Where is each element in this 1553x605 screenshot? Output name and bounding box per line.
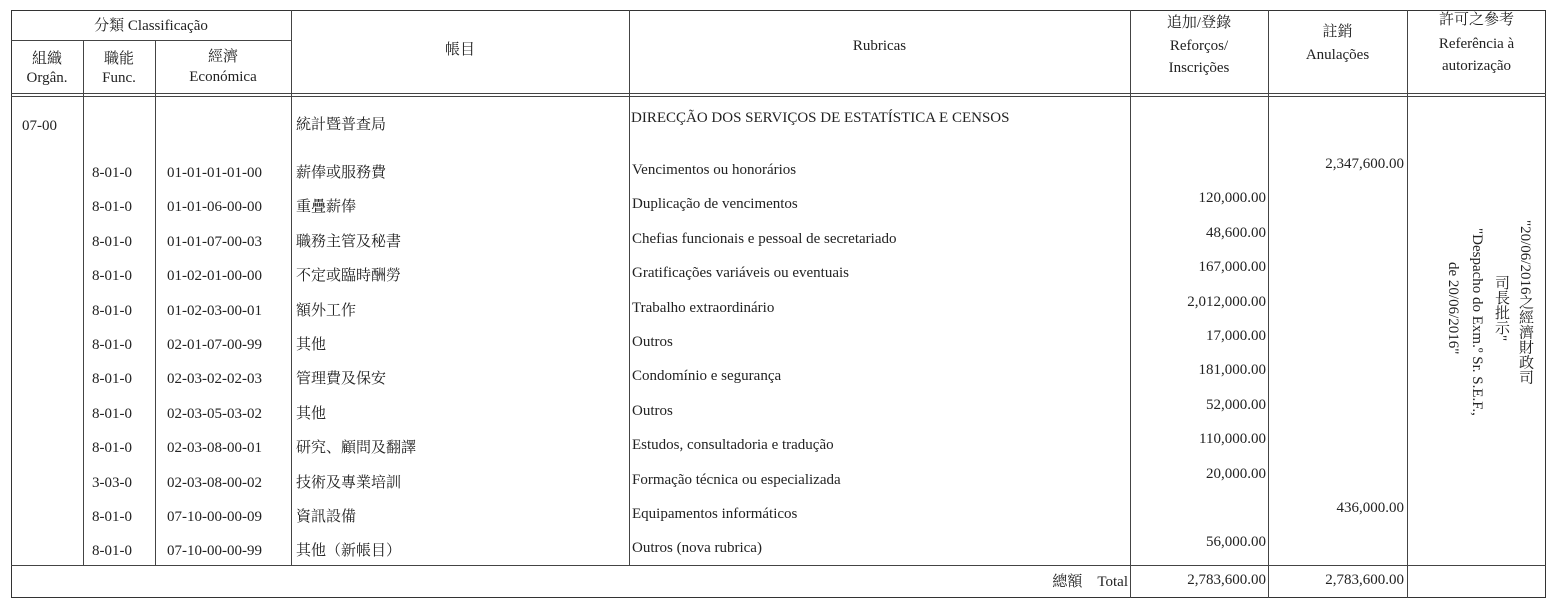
header-econ-pt: Económica <box>189 69 257 85</box>
row-func-code: 8-01-0 <box>92 234 132 250</box>
row-econ-code: 02-03-08-00-02 <box>167 475 262 491</box>
row-func-code: 8-01-0 <box>92 406 132 422</box>
row-reinforce-amount: 2,012,000.00 <box>1187 294 1266 310</box>
func-col-rule <box>155 40 156 565</box>
header-org-zh: 組織 <box>31 51 62 67</box>
authorization-line-1: "20/06/2016之經濟財政司 <box>1517 220 1533 385</box>
row-func-code: 3-03-0 <box>92 475 132 491</box>
row-econ-code: 02-03-05-03-02 <box>167 406 262 422</box>
header-ref-zh: 許可之參考 <box>1438 12 1514 28</box>
row-econ-code: 01-01-06-00-00 <box>167 199 262 215</box>
total-cancel: 2,783,600.00 <box>1325 572 1404 588</box>
row-rubric-pt: Gratificações variáveis ou eventuais <box>632 265 849 281</box>
header-org-pt: Orgân. <box>26 70 68 86</box>
row-rubric-zh: 重疊薪俸 <box>296 199 357 215</box>
row-rubric-pt: Trabalho extraordinário <box>632 300 775 316</box>
row-cancel-amount: 2,347,600.00 <box>1325 156 1404 172</box>
row-rubric-zh: 薪俸或服務費 <box>296 165 387 181</box>
authorization-line-3: "Despacho do Exm.º Sr. S.E.F., <box>1469 228 1485 416</box>
row-econ-code: 01-02-03-00-01 <box>167 303 262 319</box>
row-func-code: 8-01-0 <box>92 371 132 387</box>
row-reinforce-amount: 17,000.00 <box>1206 328 1266 344</box>
row-rubric-pt: Condomínio e segurança <box>632 368 782 384</box>
total-reinforce: 2,783,600.00 <box>1187 572 1266 588</box>
row-econ-code: 07-10-00-00-09 <box>167 509 262 525</box>
classification-divider <box>11 40 291 41</box>
econ-col-rule <box>291 10 292 565</box>
row-func-code: 8-01-0 <box>92 303 132 319</box>
row-func-code: 8-01-0 <box>92 543 132 559</box>
row-func-code: 8-01-0 <box>92 199 132 215</box>
row-cancel-amount: 436,000.00 <box>1336 500 1404 516</box>
row-rubric-zh: 資訊設備 <box>296 509 357 525</box>
header-rubric-pt: Rubricas <box>852 38 907 54</box>
row-reinforce-amount: 56,000.00 <box>1206 534 1266 550</box>
department-name-zh: 統計暨普查局 <box>296 117 387 133</box>
row-rubric-pt: Estudos, consultadoria e tradução <box>632 437 834 453</box>
row-reinforce-amount: 20,000.00 <box>1206 466 1266 482</box>
row-rubric-pt: Outros <box>632 334 673 350</box>
row-econ-code: 01-01-01-01-00 <box>167 165 262 181</box>
row-reinforce-amount: 110,000.00 <box>1199 431 1266 447</box>
row-econ-code: 02-03-08-00-01 <box>167 440 262 456</box>
row-rubric-pt: Duplicação de vencimentos <box>632 196 798 212</box>
row-econ-code: 02-03-02-02-03 <box>167 371 262 387</box>
row-func-code: 8-01-0 <box>92 337 132 353</box>
row-rubric-pt: Equipamentos informáticos <box>632 506 798 522</box>
row-rubric-pt: Outros (nova rubrica) <box>632 540 762 556</box>
row-rubric-zh: 技術及專業培訓 <box>296 475 402 491</box>
header-cancel-pt: Anulações <box>1305 47 1370 63</box>
row-rubric-pt: Chefias funcionais e pessoal de secretariado <box>632 231 897 247</box>
row-func-code: 8-01-0 <box>92 509 132 525</box>
header-func-pt: Func. <box>102 70 136 86</box>
row-rubric-zh: 其他 <box>296 337 327 353</box>
authorization-reference <box>1418 220 1544 470</box>
header-reinforce-pt1: Reforços/ <box>1169 38 1229 54</box>
row-rubric-zh: 管理費及保安 <box>296 371 387 387</box>
row-rubric-pt: Vencimentos ou honorários <box>632 162 797 178</box>
row-econ-code: 01-01-07-00-03 <box>167 234 262 250</box>
row-func-code: 8-01-0 <box>92 440 132 456</box>
row-econ-code: 01-02-01-00-00 <box>167 268 262 284</box>
row-func-code: 8-01-0 <box>92 268 132 284</box>
row-rubric-zh: 其他（新帳目） <box>296 543 402 559</box>
row-rubric-zh: 職務主管及秘書 <box>296 234 402 250</box>
authorization-line-4: de 20/06/2016" <box>1445 262 1461 355</box>
header-rubric-zh: 帳目 <box>444 42 475 58</box>
row-rubric-zh: 不定或臨時酬勞 <box>296 268 402 284</box>
row-rubric-zh: 其他 <box>296 406 327 422</box>
row-rubric-pt: Formação técnica ou especializada <box>632 472 841 488</box>
header-ref-pt2: autorização <box>1441 58 1512 74</box>
row-reinforce-amount: 181,000.00 <box>1198 362 1266 378</box>
row-rubric-zh: 研究、顧問及翻譯 <box>296 440 417 456</box>
row-func-code: 8-01-0 <box>92 165 132 181</box>
row-rubric-zh: 額外工作 <box>296 303 357 319</box>
row-reinforce-amount: 167,000.00 <box>1198 259 1266 275</box>
row-econ-code: 02-01-07-00-99 <box>167 337 262 353</box>
total-label: 總額 Total <box>1052 574 1128 590</box>
row-econ-code: 07-10-00-00-99 <box>167 543 262 559</box>
row-reinforce-amount: 120,000.00 <box>1198 190 1266 206</box>
cancel-col-rule <box>1407 10 1408 598</box>
department-org-code: 07-00 <box>22 118 57 134</box>
header-func-zh: 職能 <box>103 51 134 67</box>
row-rubric-pt: Outros <box>632 403 673 419</box>
org-col-rule <box>83 40 84 565</box>
row-reinforce-amount: 48,600.00 <box>1206 225 1266 241</box>
header-classification: 分類 Classificação <box>94 18 208 34</box>
header-bottom-rule-double <box>11 96 1546 97</box>
header-cancel-zh: 註銷 <box>1322 24 1353 40</box>
header-reinforce-zh: 追加/登錄 <box>1166 15 1232 31</box>
header-ref-pt1: Referência à <box>1438 36 1515 52</box>
authorization-line-2: 司長批示" <box>1493 275 1509 342</box>
header-bottom-rule <box>11 93 1546 94</box>
department-name-pt: DIRECÇÃO DOS SERVIÇOS DE ESTATÍSTICA E CENSOS <box>631 110 1010 126</box>
header-econ-zh: 經濟 <box>207 49 238 65</box>
rubric-zh-col-rule <box>629 10 630 565</box>
total-rule <box>11 565 1546 566</box>
row-reinforce-amount: 52,000.00 <box>1206 397 1266 413</box>
header-reinforce-pt2: Inscrições <box>1168 60 1230 76</box>
